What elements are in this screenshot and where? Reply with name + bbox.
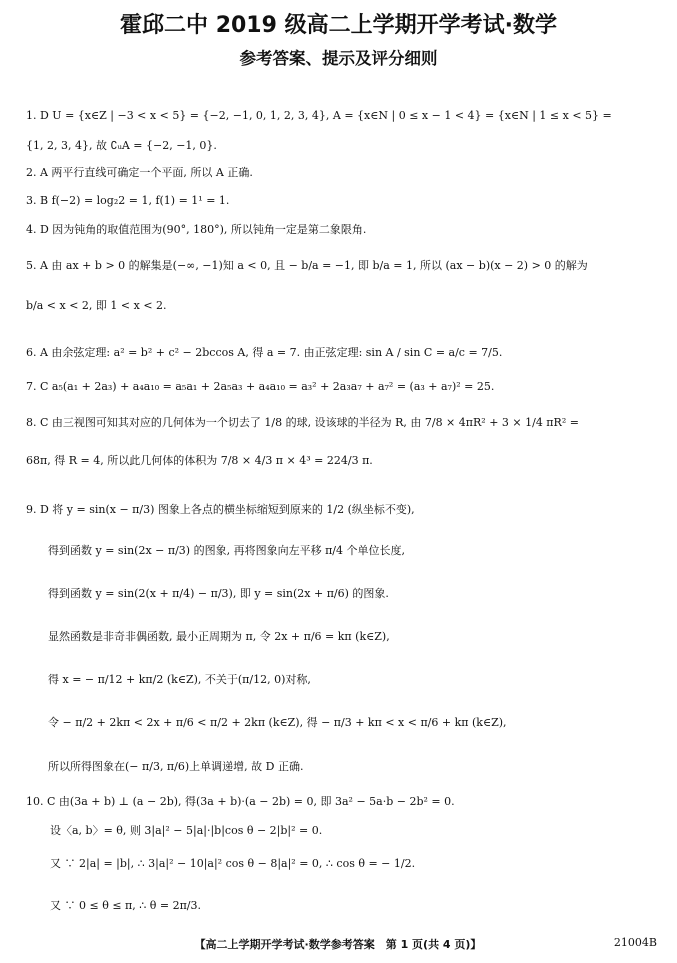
document-code: 21004B [613, 936, 657, 949]
answer-5-line-2: b/a < x < 2, 即 1 < x < 2. [26, 299, 167, 312]
page-footer: 【高二上学期开学考试·数学参考答案 第 1 页(共 4 页)】 [194, 938, 482, 951]
answer-8-line-1: 8. C 由三视图可知其对应的几何体为一个切去了 1/8 的球, 设该球的半径为 R, 由 7/8 × 4πR² + 3 × 1/4 πR² = [26, 416, 579, 429]
answer-10-line-3: 又 ∵ 2|a| = |b|, ∴ 3|a|² − 10|a|² cos θ − 8|a|² = 0, ∴ cos θ = − 1/2. [50, 857, 416, 870]
answer-4-line-1: 4. D 因为钝角的取值范围为(90°, 180°), 所以钝角一定是第二象限角. [26, 223, 367, 236]
answer-7-line-1: 7. C a₅(a₁ + 2a₃) + a₄a₁₀ = a₅a₁ + 2a₅a₃ + a₄a₁₀ = a₃² + 2a₃a₇ + a₇² = (a₃ + a₇)² = 25. [26, 380, 495, 393]
answer-9-line-1: 9. D 将 y = sin(x − π/3) 图象上各点的横坐标缩短到原来的 1/2 (纵坐标不变), [26, 503, 415, 516]
page-subtitle: 参考答案、提示及评分细则 [239, 49, 438, 68]
answer-9-line-3: 得到函数 y = sin(2(x + π/4) − π/3), 即 y = sin(2x + π/6) 的图象. [48, 587, 389, 600]
answer-6-line-1: 6. A 由余弦定理: a² = b² + c² − 2bccos A, 得 a = 7. 由正弦定理: sin A / sin C = a/c = 7/5. [26, 346, 503, 359]
answer-9-line-4: 显然函数是非奇非偶函数, 最小正周期为 π, 令 2x + π/6 = kπ (k∈Z), [48, 630, 390, 643]
answer-1-line-2: {1, 2, 3, 4}, 故 ∁ᵤA = {−2, −1, 0}. [26, 139, 217, 152]
answer-10-line-2: 设〈a, b〉= θ, 则 3|a|² − 5|a|·|b|cos θ − 2|b|² = 0. [50, 824, 323, 837]
answer-8-line-2: 68π, 得 R = 4, 所以此几何体的体积为 7/8 × 4/3 π × 4³ = 224/3 π. [26, 454, 373, 467]
page-title: 霍邱二中 2019 级高二上学期开学考试·数学 [120, 13, 557, 38]
answer-5-line-1: 5. A 由 ax + b > 0 的解集是(−∞, −1)知 a < 0, 且 − b/a = −1, 即 b/a = 1, 所以 (ax − b)(x − 2) > 0 的解为 [26, 259, 588, 272]
answer-10-line-1: 10. C 由(3a + b) ⊥ (a − 2b), 得(3a + b)·(a − 2b) = 0, 即 3a² − 5a·b − 2b² = 0. [26, 795, 455, 808]
answer-2-line-1: 2. A 两平行直线可确定一个平面, 所以 A 正确. [26, 166, 253, 179]
answer-9-line-2: 得到函数 y = sin(2x − π/3) 的图象, 再将图象向左平移 π/4 个单位长度, [48, 544, 406, 557]
answer-10-line-4: 又 ∵ 0 ≤ θ ≤ π, ∴ θ = 2π/3. [50, 899, 202, 912]
answer-9-line-6: 令 − π/2 + 2kπ < 2x + π/6 < π/2 + 2kπ (k∈Z), 得 − π/3 + kπ < x < π/6 + kπ (k∈Z), [48, 716, 507, 729]
answer-9-line-7: 所以所得图象在(− π/3, π/6)上单调递增, 故 D 正确. [48, 760, 304, 773]
answer-9-line-5: 得 x = − π/12 + kπ/2 (k∈Z), 不关于(π/12, 0)对称, [48, 673, 311, 686]
answer-1-line-1: 1. D U = {x∈Z | −3 < x < 5} = {−2, −1, 0, 1, 2, 3, 4}, A = {x∈N | 0 ≤ x − 1 < 4} = {x∈N | 1 ≤ x < 5} = [26, 109, 612, 122]
answer-3-line-1: 3. B f(−2) = log₂2 = 1, f(1) = 1¹ = 1. [26, 194, 230, 207]
